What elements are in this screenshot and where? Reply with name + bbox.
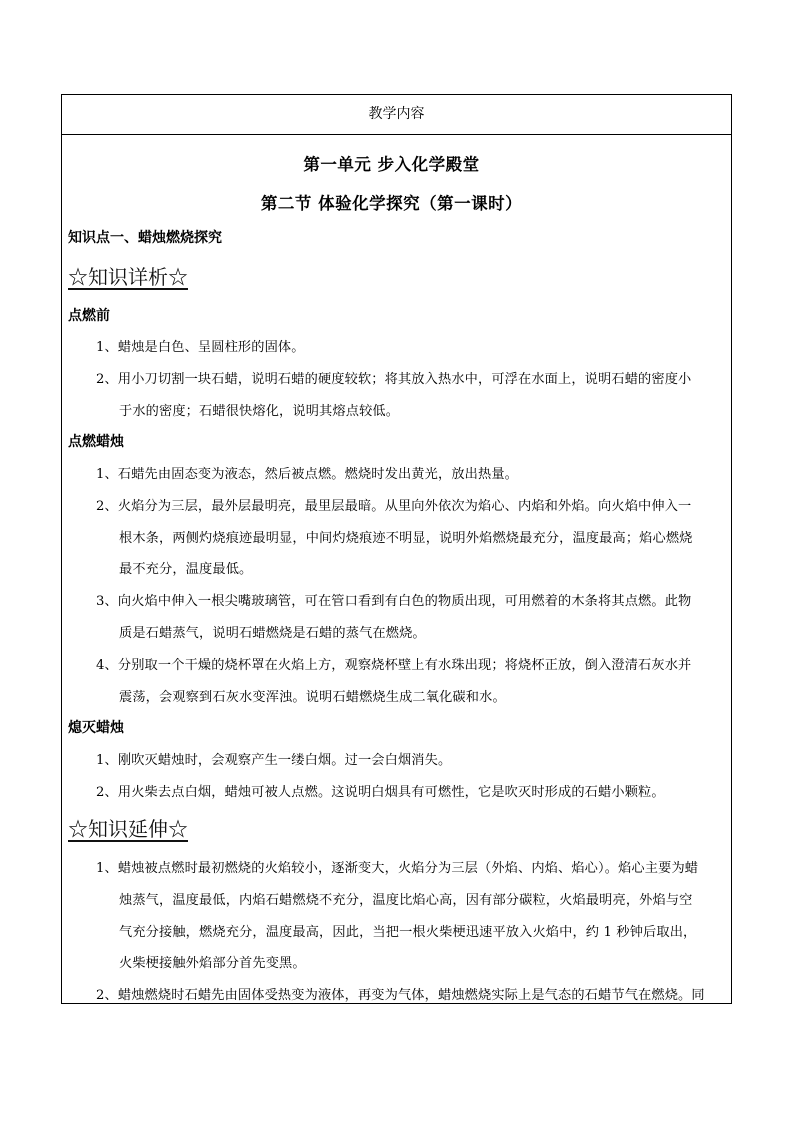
extension-heading: ☆知识延伸☆ [68, 817, 188, 841]
burning-line: 1、石蜡先由固态变为液态，然后被点燃。燃烧时发出黄光，放出热量。 [96, 467, 518, 482]
before-heading: 点燃前 [68, 308, 110, 324]
before-line: 于水的密度；石蜡很快熔化，说明其熔点较低。 [119, 404, 400, 419]
burning-line: 4、分别取一个干燥的烧杯罩在火焰上方，观察烧杯壁上有水珠出现；将烧杯正放，倒入澄清石灰水并 [96, 658, 692, 673]
before-line: 1、蜡烛是白色、呈圆柱形的固体。 [96, 340, 305, 355]
before-line: 2、用小刀切割一块石蜡，说明石蜡的硬度较软；将其放入热水中，可浮在水面上，说明石蜡的密度小 [96, 372, 692, 387]
burning-heading: 点燃蜡烛 [68, 434, 124, 450]
burning-line: 2、火焰分为三层，最外层最明亮，最里层最暗。从里向外依次为焰心、内焰和外焰。向火焰中伸入一 [96, 499, 692, 514]
burning-line: 质是石蜡蒸气，说明石蜡燃烧是石蜡的蒸气在燃烧。 [119, 626, 426, 641]
extension-line: 1、蜡烛被点燃时最初燃烧的火焰较小，逐渐变大，火焰分为三层（外焰、内焰、焰心）。焰心主要为蜡 [96, 861, 699, 876]
table-header: 教学内容 [62, 95, 731, 135]
extinguish-line: 1、刚吹灭蜡烛时，会观察产生一缕白烟。过一会白烟消失。 [96, 753, 452, 768]
burning-line: 3、向火焰中伸入一根尖嘴玻璃管，可在管口看到有白色的物质出现，可用燃着的木条将其点燃。此物 [96, 594, 692, 609]
extension-line: 气充分接触，燃烧充分，温度最高，因此，当把一根火柴梗迅速平放入火焰中，约 1 秒钟后取出， [119, 925, 697, 940]
extension-line: 2、蜡烛燃烧时石蜡先由固体受热变为液体，再变为气体，蜡烛燃烧实际上是气态的石蜡节气在燃烧。同 [96, 988, 705, 1003]
detail-heading: ☆知识详析☆ [68, 265, 188, 289]
extinguish-heading: 熄灭蜡烛 [68, 720, 124, 736]
burning-line: 根木条，两侧灼烧痕迹最明显，中间灼烧痕迹不明显，说明外焰燃烧最充分，温度最高；焰心燃烧 [119, 531, 693, 546]
knowledge-point-heading: 知识点一、蜡烛燃烧探究 [68, 230, 222, 246]
section-title: 第二节 体验化学探究（第一课时） [260, 194, 523, 213]
burning-line: 震荡，会观察到石灰水变浑浊。说明石蜡燃烧生成二氧化碳和水。 [119, 690, 506, 705]
extension-line: 火柴梗接触外焰部分首先变黑。 [119, 956, 306, 971]
lesson-table [61, 94, 732, 1004]
extinguish-line: 2、用火柴去点白烟，蜡烛可被人点燃。这说明白烟具有可燃性，它是吹灭时形成的石蜡小颗粒。 [96, 785, 665, 800]
unit-title: 第一单元 步入化学殿堂 [303, 155, 480, 174]
extension-line: 烛蒸气，温度最低，内焰石蜡燃烧不充分，温度比焰心高，因有部分碳粒，火焰最明亮，外焰与空 [119, 893, 693, 908]
burning-line: 最不充分，温度最低。 [119, 562, 253, 577]
